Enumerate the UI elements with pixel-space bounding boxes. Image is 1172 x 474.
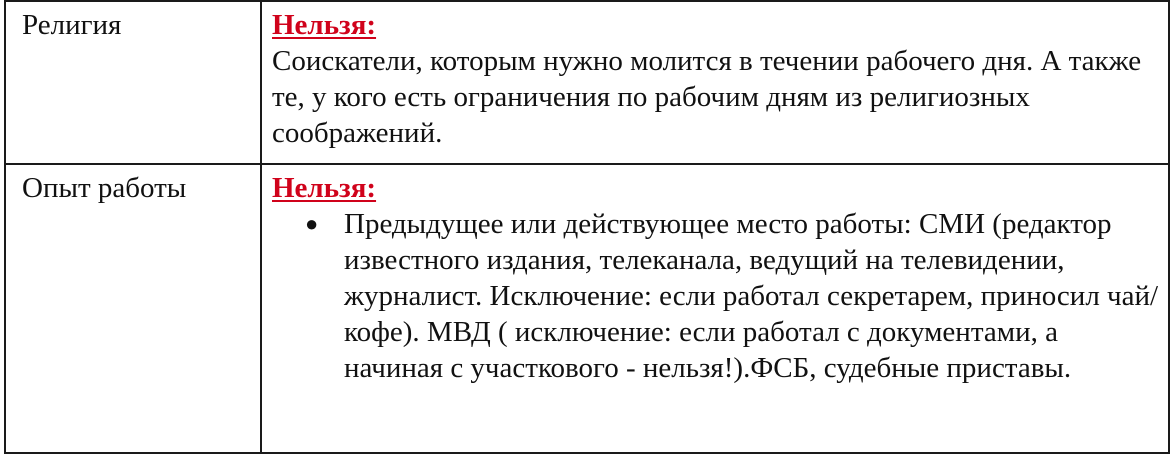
bullet-icon: ● [305, 211, 319, 236]
forbidden-heading: Нельзя: [272, 172, 377, 204]
row-label: Опыт работы [22, 172, 187, 204]
row-content-cell [261, 1, 1169, 164]
forbidden-heading: Нельзя: [272, 9, 377, 41]
table-row-religion [5, 1, 1169, 164]
row-content-cell [261, 164, 1169, 453]
religion-description: Соискатели, которым нужно молится в течении рабочего дня. А также те, у кого есть ограничения по рабочим дням из религиозных соображений. [272, 45, 1142, 149]
list-item [305, 206, 1160, 386]
row-label-cell [5, 164, 261, 453]
requirements-table [4, 0, 1170, 454]
row-label: Религия [22, 9, 122, 41]
bullet-list [272, 206, 1160, 386]
row-label-cell [5, 1, 261, 164]
table-row-work-experience [5, 164, 1169, 453]
work-experience-description: Предыдущее или действующее место работы: СМИ (редактор известного издания, телеканала, ведущий на телевидении, журналист. Исключение: если работал секретарем, приносил чай/кофе). МВД ( исключение: если работал с документами, а начиная с участкового - нельзя!).ФСБ, судебные приставы. [344, 208, 1159, 384]
